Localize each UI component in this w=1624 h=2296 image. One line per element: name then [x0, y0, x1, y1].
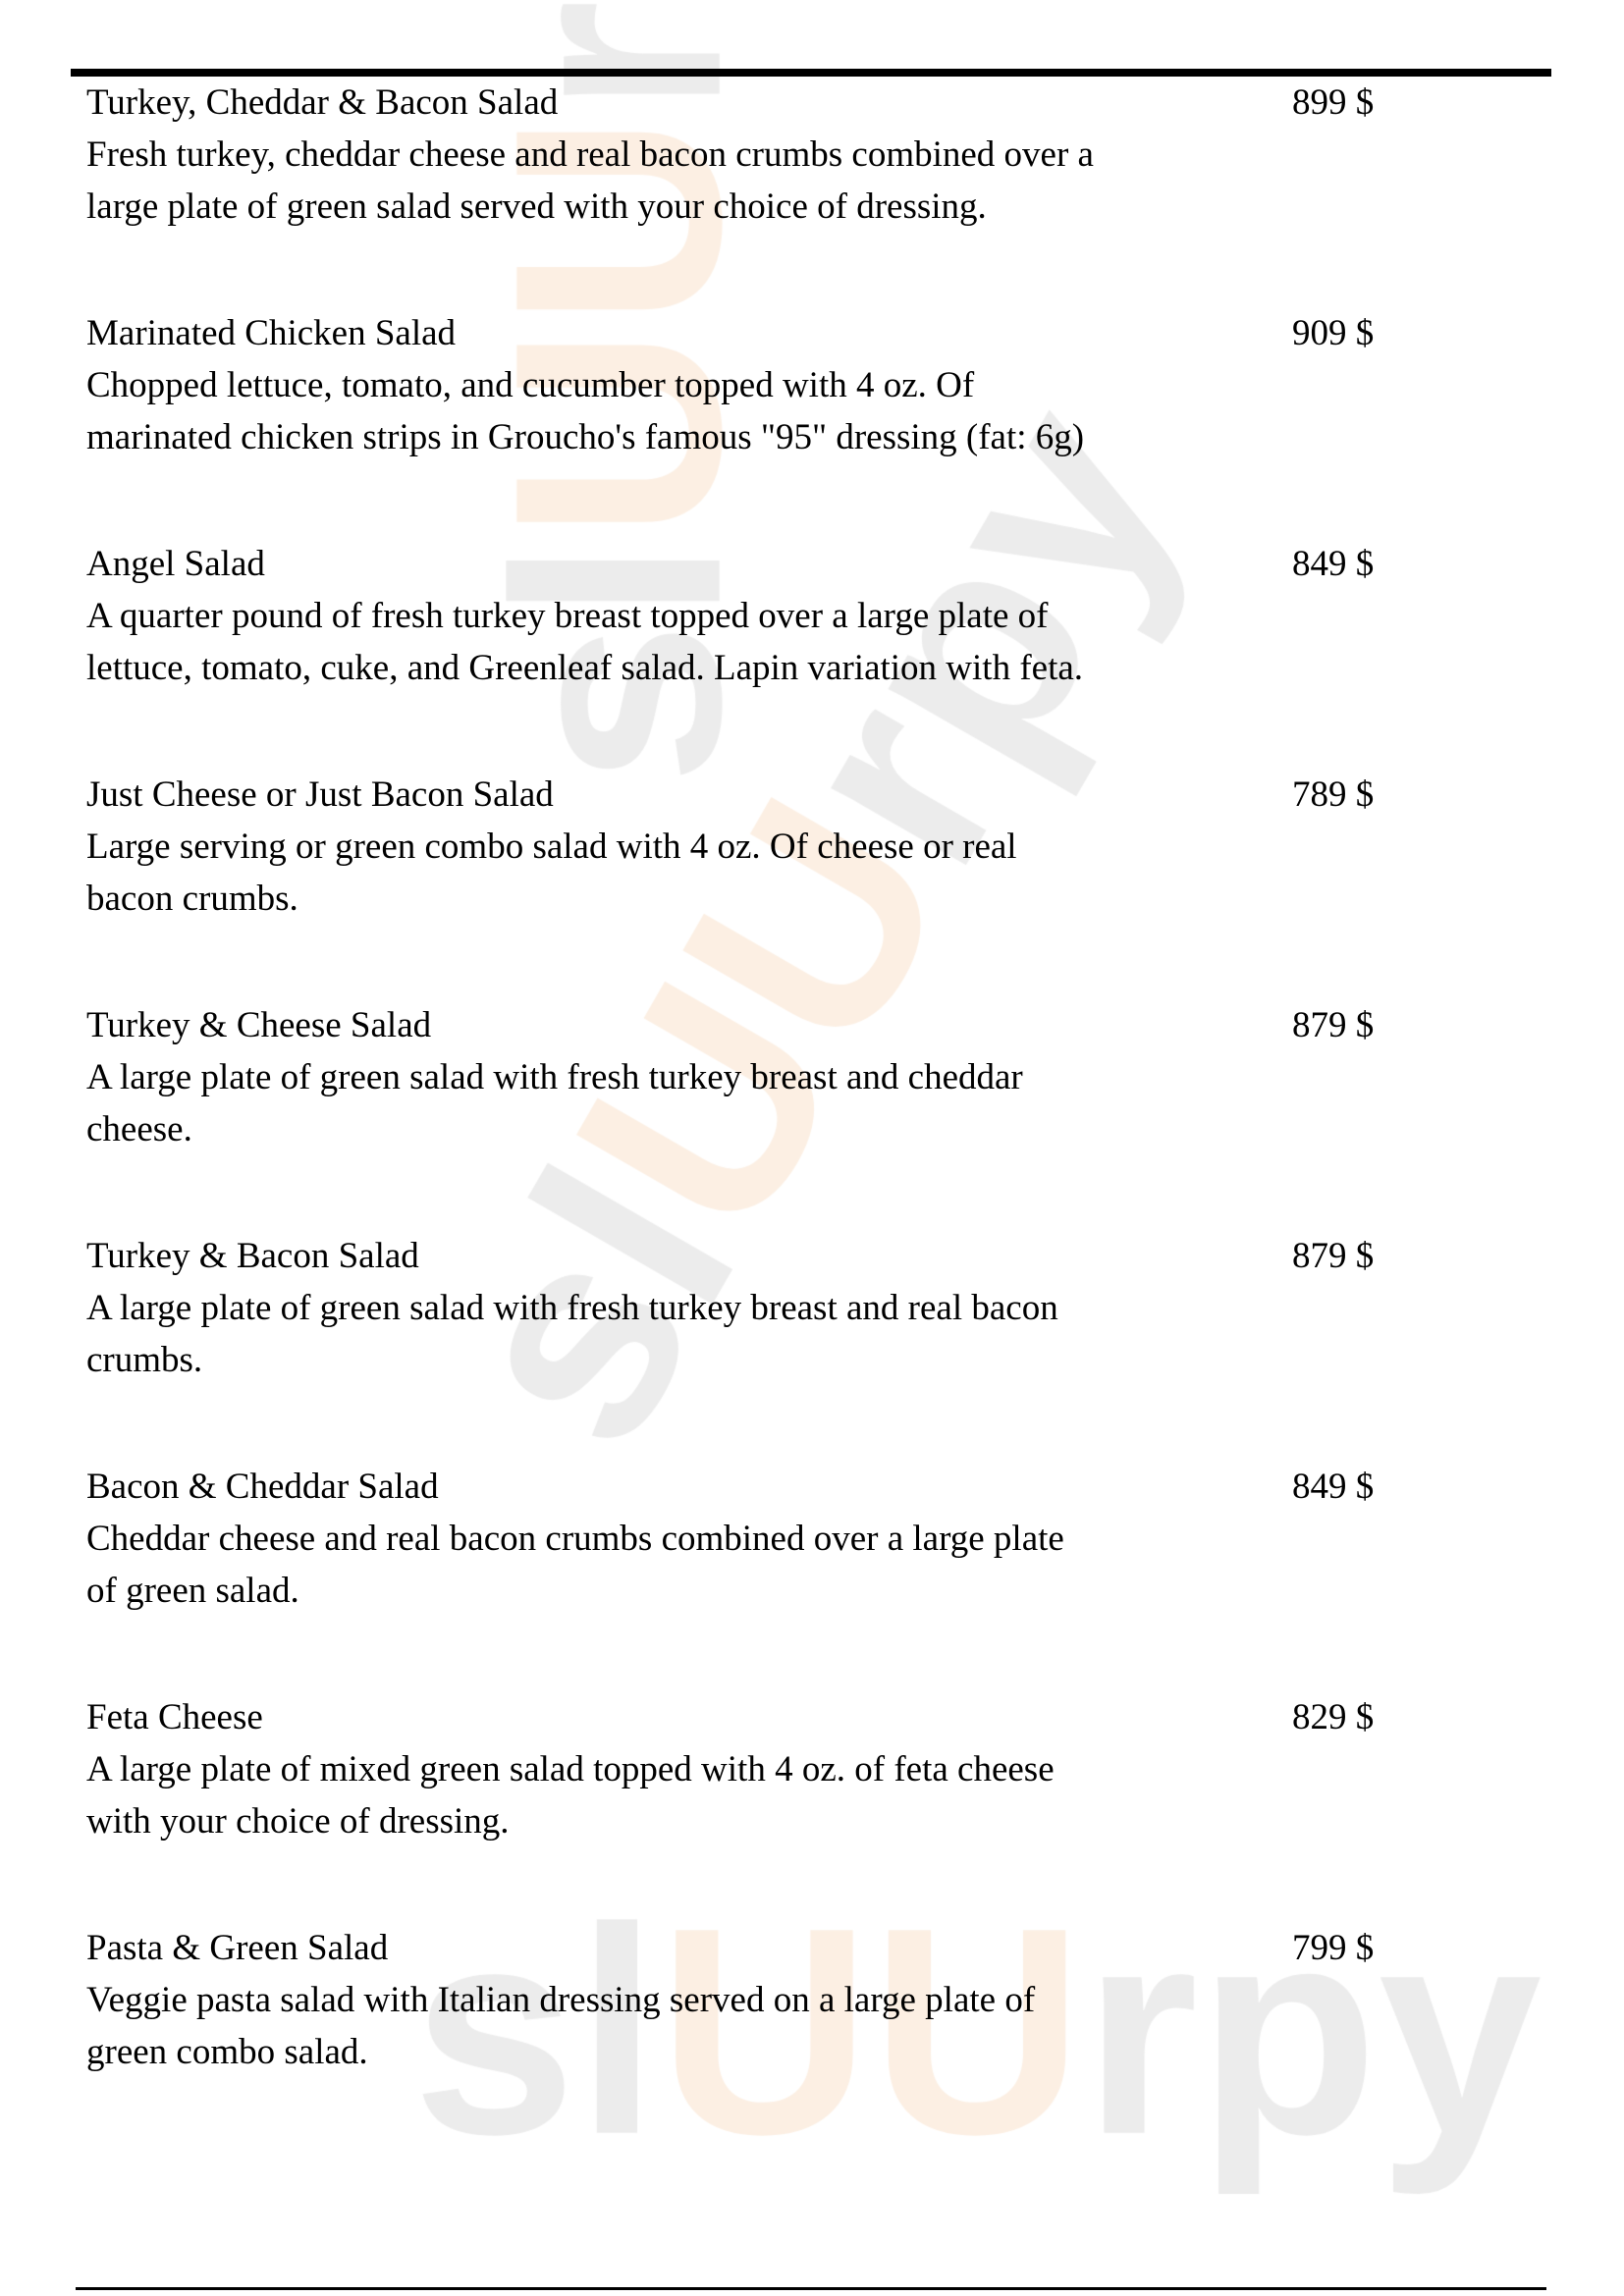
menu-item-description: A large plate of mixed green salad topped with 4 oz. of feta cheese [86, 1749, 1055, 1789]
menu-item-description: cheese. [86, 1109, 192, 1149]
menu-item-title: Feta Cheese [86, 1697, 263, 1737]
menu-item [86, 1691, 1375, 1847]
menu-item [86, 538, 1375, 694]
menu-item-price: 879 $ [1292, 1005, 1375, 1045]
menu-item-description: lettuce, tomato, cuke, and Greenleaf salad. Lapin variation with feta. [86, 648, 1084, 688]
menu-item-price: 849 $ [1292, 544, 1375, 584]
menu-item-price: 909 $ [1292, 313, 1375, 353]
menu-item-title: Turkey, Cheddar & Bacon Salad [86, 82, 559, 123]
menu-item-price: 899 $ [1292, 82, 1375, 123]
menu-item-description: Large serving or green combo salad with 4 oz. Of cheese or real [86, 827, 1017, 867]
menu-item [86, 1922, 1375, 2078]
menu-item-title: Angel Salad [86, 544, 265, 584]
menu-item-title: Just Cheese or Just Bacon Salad [86, 774, 554, 815]
top-rule [71, 69, 1551, 77]
menu-item [86, 999, 1375, 1155]
menu-item-description: A large plate of green salad with fresh turkey breast and cheddar [86, 1057, 1023, 1097]
menu-item [86, 1230, 1375, 1386]
menu-item-description: A quarter pound of fresh turkey breast topped over a large plate of [86, 596, 1049, 636]
menu-item-description: large plate of green salad served with your choice of dressing. [86, 187, 987, 227]
menu-item-description: Chopped lettuce, tomato, and cucumber topped with 4 oz. Of [86, 365, 975, 405]
menu-item-description: crumbs. [86, 1340, 203, 1380]
menu-item [86, 77, 1375, 233]
menu-item-description: green combo salad. [86, 2032, 368, 2072]
menu-item-title: Pasta & Green Salad [86, 1928, 389, 1968]
menu-item-description: A large plate of green salad with fresh turkey breast and real bacon [86, 1288, 1058, 1328]
menu-item-price: 829 $ [1292, 1697, 1375, 1737]
menu-item [86, 307, 1375, 463]
menu-item-title: Turkey & Bacon Salad [86, 1236, 419, 1276]
menu-item-description: marinated chicken strips in Groucho's famous "95" dressing (fat: 6g) [86, 417, 1085, 457]
menu-item-description: with your choice of dressing. [86, 1801, 510, 1842]
menu-item-description: of green salad. [86, 1571, 299, 1611]
menu-item-price: 789 $ [1292, 774, 1375, 815]
menu-item [86, 769, 1375, 925]
menu-item [86, 1461, 1375, 1617]
menu-item-title: Marinated Chicken Salad [86, 313, 457, 353]
menu-item-price: 879 $ [1292, 1236, 1375, 1276]
menu-item-description: Fresh turkey, cheddar cheese and real bacon crumbs combined over a [86, 134, 1094, 175]
menu-item-description: bacon crumbs. [86, 879, 298, 919]
menu-item-title: Turkey & Cheese Salad [86, 1005, 432, 1045]
bottom-rule [76, 2287, 1546, 2290]
menu-item-title: Bacon & Cheddar Salad [86, 1467, 439, 1507]
menu-item-price: 849 $ [1292, 1467, 1375, 1507]
menu-item-price: 799 $ [1292, 1928, 1375, 1968]
menu-item-description: Veggie pasta salad with Italian dressing served on a large plate of [86, 1980, 1036, 2020]
menu-item-description: Cheddar cheese and real bacon crumbs combined over a large plate [86, 1519, 1064, 1559]
